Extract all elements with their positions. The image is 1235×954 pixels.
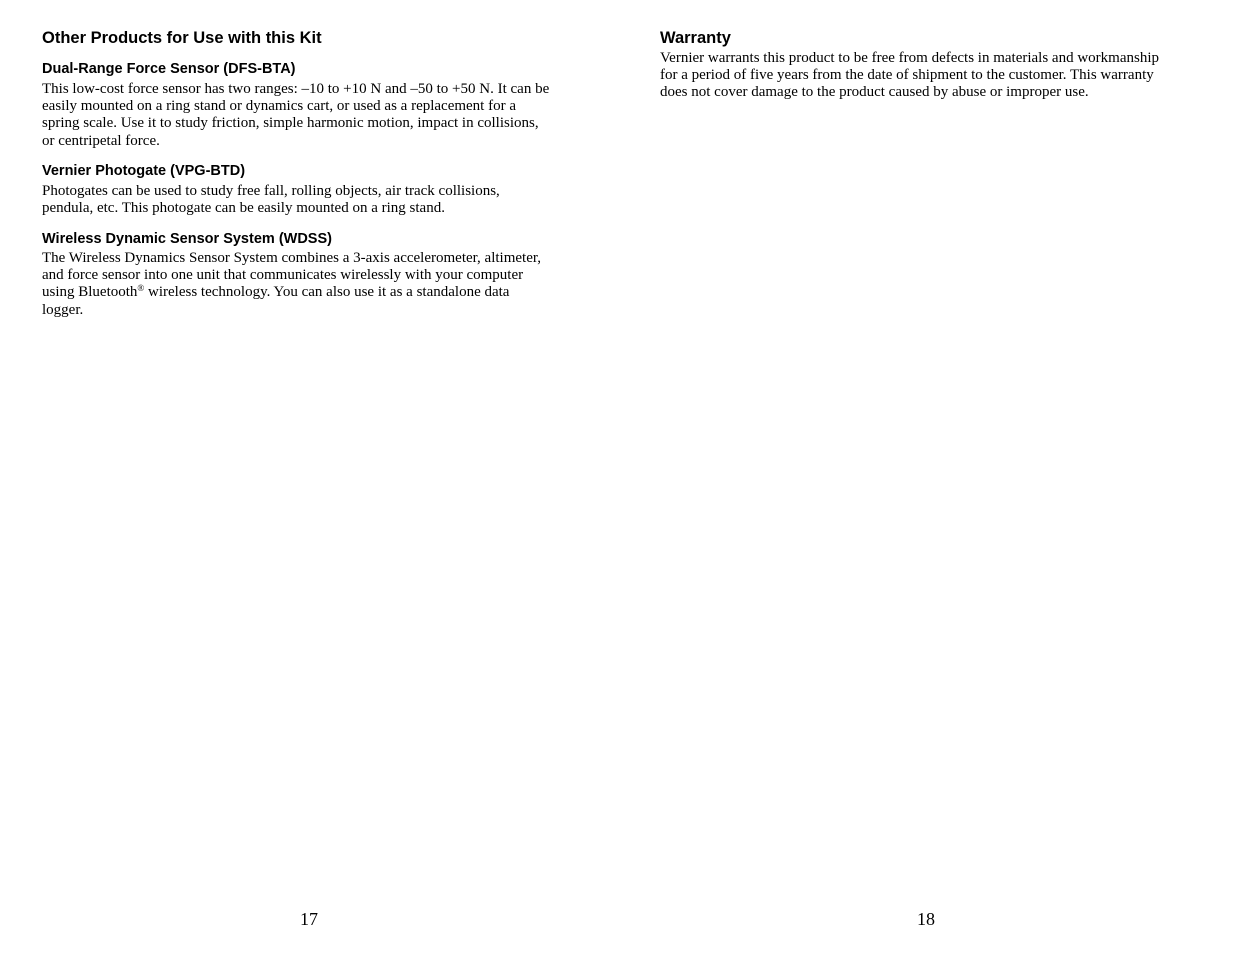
product-description-wireless-dynamic-sensor-system xyxy=(42,250,577,319)
text-line xyxy=(42,284,577,301)
product-heading-wireless-dynamic-sensor-system: Wireless Dynamic Sensor System (WDSS) xyxy=(42,231,332,247)
left-page xyxy=(42,0,577,954)
page-number-left: 17 xyxy=(300,909,318,929)
text-line: logger. xyxy=(42,301,84,318)
registered-mark: ® xyxy=(137,283,145,294)
page-number-right: 18 xyxy=(917,909,935,929)
right-page xyxy=(660,0,1195,954)
text-line: The Wireless Dynamics Sensor System combines a 3-axis accelerometer, altimeter, xyxy=(42,250,542,266)
text-line: spring scale. Use it to study friction, simple harmonic motion, impact in collisions, xyxy=(42,115,539,132)
product-description-dual-range-force-sensor xyxy=(42,81,577,150)
product-heading-dual-range-force-sensor: Dual-Range Force Sensor (DFS-BTA) xyxy=(42,61,296,77)
text-line: easily mounted on a ring stand or dynamics cart, or used as a replacement for a xyxy=(42,98,517,115)
text-run: wireless technology. You can also use it as a standalone data xyxy=(144,284,510,301)
section-title-other-products: Other Products for Use with this Kit xyxy=(42,29,322,47)
section-title-warranty: Warranty xyxy=(660,29,731,47)
text-line: for a period of five years from the date of shipment to the customer. This warranty xyxy=(660,67,1154,84)
text-line: This low-cost force sensor has two ranges: –10 to +10 N and –50 to +50 N. It can be xyxy=(42,81,550,97)
text-line: Photogates can be used to study free fall, rolling objects, air track collisions, xyxy=(42,183,500,199)
text-line: does not cover damage to the product caused by abuse or improper use. xyxy=(660,84,1089,101)
text-line: or centripetal force. xyxy=(42,132,160,149)
text-line: pendula, etc. This photogate can be easily mounted on a ring stand. xyxy=(42,200,445,217)
text-line: Vernier warrants this product to be free from defects in materials and workmanship xyxy=(660,50,1159,66)
warranty-text xyxy=(660,50,1195,102)
product-description-vernier-photogate xyxy=(42,183,577,217)
text-line: and force sensor into one unit that communicates wirelessly with your computer xyxy=(42,267,524,284)
product-heading-vernier-photogate: Vernier Photogate (VPG-BTD) xyxy=(42,163,246,179)
text-run: using Bluetooth xyxy=(42,284,138,301)
